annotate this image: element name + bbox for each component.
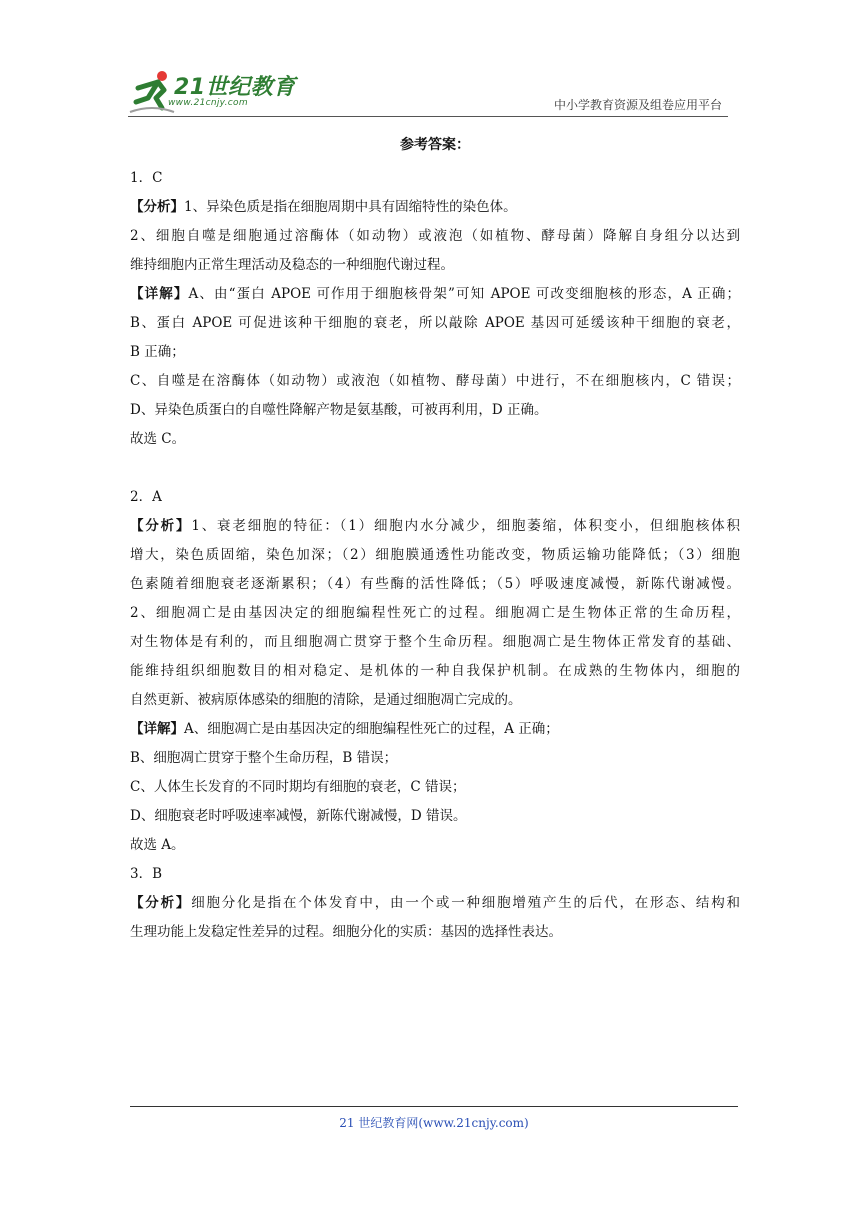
line-text: B、细胞凋亡贯穿于整个生命历程，B 错误； [130, 750, 398, 766]
section-tag: 【详解】 [130, 721, 184, 737]
runner-logo-icon [128, 68, 176, 116]
line-text: 2、细胞凋亡是由基因决定的细胞编程性死亡的过程。细胞凋亡是生物体正常的生命历程， [130, 605, 740, 621]
site-logo [128, 68, 298, 116]
answer-lines [130, 164, 740, 947]
section-tag: 【分析】 [130, 199, 184, 215]
text-line [130, 715, 740, 744]
text-line [130, 802, 740, 831]
blank-line [130, 454, 740, 483]
line-text: 色素随着细胞衰老逐渐累积；（4）有些酶的活性降低；（5）呼吸速度减慢，新陈代谢减慢。 [130, 576, 740, 592]
section-tag: 【分析】 [130, 518, 192, 534]
line-text: 能维持组织细胞数目的相对稳定、是机体的一种自我保护机制。在成熟的生物体内，细胞的 [130, 663, 740, 679]
text-line [130, 396, 740, 425]
text-line [130, 309, 740, 338]
platform-name: 中小学教育资源及组卷应用平台 [553, 98, 722, 112]
answer-content [130, 134, 740, 947]
text-line [130, 831, 740, 860]
text-line [130, 367, 740, 396]
line-text: 故选 A。 [130, 837, 185, 853]
page-header [128, 64, 728, 120]
text-line [130, 338, 740, 367]
line-text: 3．B [130, 866, 163, 882]
text-line [130, 918, 740, 947]
line-text: 1．C [130, 170, 163, 186]
line-text: 自然更新、被病原体感染的细胞的清除，是通过细胞凋亡完成的。 [130, 692, 522, 708]
line-text: 1、异染色质是指在细胞周期中具有固缩特性的染色体。 [184, 199, 517, 215]
text-line [130, 657, 740, 686]
line-text: 生理功能上发稳定性差异的过程。细胞分化的实质：基因的选择性表达。 [130, 924, 562, 940]
line-text: 维持细胞内正常生理活动及稳态的一种细胞代谢过程。 [130, 257, 454, 273]
line-text: 2．A [130, 489, 162, 505]
text-line [130, 280, 740, 309]
text-line [130, 744, 740, 773]
line-text: 对生物体是有利的，而且细胞凋亡贯穿于整个生命历程。细胞凋亡是生物体正常发育的基础、 [130, 634, 740, 650]
line-text: C、自噬是在溶酶体（如动物）或液泡（如植物、酵母菌）中进行，不在细胞核内，C 错误； [130, 373, 740, 389]
logo-text: 21世纪教育 [174, 75, 296, 100]
footer-source: 21 世纪教育网(www.21cnjy.com) [339, 1116, 529, 1130]
text-line [130, 483, 740, 512]
text-line [130, 628, 740, 657]
line-text: D、细胞衰老时呼吸速率减慢，新陈代谢减慢，D 错误。 [130, 808, 467, 824]
text-line [130, 889, 740, 918]
line-text: A、细胞凋亡是由基因决定的细胞编程性死亡的过程，A 正确； [184, 721, 559, 737]
page-title: 参考答案： [400, 137, 470, 153]
footer-divider [130, 1106, 738, 1107]
line-text: 1、衰老细胞的特征：（1）细胞内水分减少，细胞萎缩，体积变小，但细胞核体积 [191, 518, 740, 534]
line-text: C、人体生长发育的不同时期均有细胞的衰老，C 错误； [130, 779, 466, 795]
header-divider [128, 116, 728, 117]
line-text: D、异染色质蛋白的自噬性降解产物是氨基酸，可被再利用，D 正确。 [130, 402, 548, 418]
line-text: 2、细胞自噬是细胞通过溶酶体（如动物）或液泡（如植物、酵母菌）降解自身组分以达到 [130, 228, 740, 244]
text-line [130, 541, 740, 570]
text-line [130, 512, 740, 541]
text-line [130, 773, 740, 802]
text-line [130, 570, 740, 599]
section-tag: 【分析】 [130, 895, 192, 911]
text-line [130, 860, 740, 889]
text-line [130, 193, 740, 222]
text-line [130, 599, 740, 628]
line-text: 增大，染色质固缩，染色加深；（2）细胞膜通透性功能改变，物质运输功能降低；（3）细胞 [130, 547, 740, 563]
line-text: 故选 C。 [130, 431, 186, 447]
line-text: 细胞分化是指在个体发育中，由一个或一种细胞增殖产生的后代，在形态、结构和 [191, 895, 741, 911]
text-line [130, 425, 740, 454]
section-tag: 【详解】 [130, 286, 189, 302]
line-text: B 正确； [130, 344, 185, 360]
logo-url: www.21cnjy.com [168, 98, 248, 108]
text-line [130, 686, 740, 715]
text-line [130, 222, 740, 251]
line-text: B、蛋白 APOE 可促进该种干细胞的衰老，所以敲除 APOE 基因可延缓该种干细胞的衰老， [130, 315, 740, 331]
text-line [130, 251, 740, 280]
line-text: A、由“蛋白 APOE 可作用于细胞核骨架”可知 APOE 可改变细胞核的形态，A 正确； [188, 286, 740, 302]
text-line [130, 164, 740, 193]
